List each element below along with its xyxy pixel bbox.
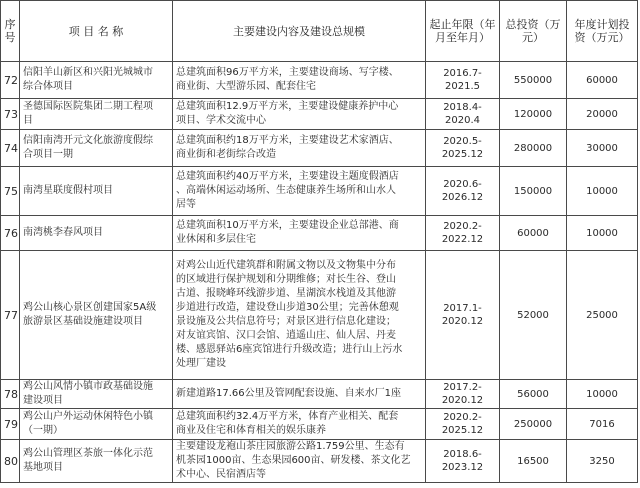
project-name-line: 鸡公山管理区茶旅一体化示范 xyxy=(23,448,153,459)
table-row xyxy=(1,380,638,409)
row-index: 80 xyxy=(1,440,20,483)
period-cell: 2018.6- 2023.12 xyxy=(426,440,500,483)
project-name-line: 综合体项目 xyxy=(23,81,73,92)
construction-content-line: 居等 xyxy=(176,199,196,210)
construction-content xyxy=(176,410,422,438)
construction-content xyxy=(176,440,422,482)
annual-investment-cell: 10000 xyxy=(567,167,638,216)
total-investment-cell: 550000 xyxy=(500,62,567,99)
construction-content-line: 业休闲和多层住宅 xyxy=(176,234,256,245)
row-index: 77 xyxy=(1,251,20,380)
construction-content-line: 术中心、民宿酒店等 xyxy=(176,469,266,480)
construction-content-line: 楼、感恩驿站6座宾馆进行升级改造；进行山上污水 xyxy=(176,344,403,355)
construction-content-line: 总建筑面积约40万平方米，主要建设主题度假酒店 xyxy=(176,171,399,182)
construction-content-line: 古道、报晓峰环线游步道、星湖滨水栈道及其他游 xyxy=(176,288,396,299)
construction-content-cell xyxy=(173,130,426,167)
annual-investment-cell: 10000 xyxy=(567,380,638,409)
table-row xyxy=(1,167,638,216)
construction-content-line: 总建筑面积96万平方米，主要建设商场、写字楼、 xyxy=(176,67,399,78)
construction-content xyxy=(176,170,422,212)
construction-content-line: 商业街、大型游乐园、配套住宅 xyxy=(176,81,316,92)
header-index: 序号 xyxy=(1,1,20,62)
project-name-line: 信阳南湾开元文化旅游度假综 xyxy=(23,135,153,146)
construction-content xyxy=(176,134,422,162)
construction-content xyxy=(176,259,422,371)
project-name-cell xyxy=(20,216,173,251)
total-investment-cell: 16500 xyxy=(500,440,567,483)
project-name-line: 鸡公山户外运动休闲特色小镇 xyxy=(23,411,153,422)
period-cell: 2018.4- 2020.4 xyxy=(426,99,500,130)
construction-content xyxy=(176,387,422,401)
construction-content-cell xyxy=(173,440,426,483)
project-name-line: 鸡公山风情小镇市政基础设施 xyxy=(23,381,153,392)
period-cell: 2020.2- 2022.12 xyxy=(426,216,500,251)
construction-content-cell xyxy=(173,409,426,440)
table-row xyxy=(1,216,638,251)
project-name xyxy=(23,447,169,475)
project-name-line: 圣德国际医院集团二期工程项 xyxy=(23,101,153,112)
project-name-line: 基地项目 xyxy=(23,462,63,473)
construction-content-line: 总建筑面积约32.4万平方米，体育产业相关、配套 xyxy=(176,411,399,422)
construction-content-line: 项目、学术交流中心 xyxy=(176,115,266,126)
project-name xyxy=(23,134,169,162)
construction-content-line: 总建筑面积10万平方米，主要建设企业总部港、商 xyxy=(176,220,399,231)
construction-content-cell xyxy=(173,251,426,380)
period-cell: 2017.1- 2020.12 xyxy=(426,251,500,380)
project-name-cell xyxy=(20,167,173,216)
construction-content-line: 总建筑面积约18万平方米，主要建设艺术家酒店、 xyxy=(176,135,399,146)
annual-investment-cell: 3250 xyxy=(567,440,638,483)
table-row xyxy=(1,251,638,380)
project-name-cell xyxy=(20,251,173,380)
project-name xyxy=(23,301,169,329)
project-name-line: 南湾星联度假村项目 xyxy=(23,185,113,196)
row-index: 76 xyxy=(1,216,20,251)
construction-content-line: 、高端休闲运动场所、生态健康养生场所和山水人 xyxy=(176,185,396,196)
project-name xyxy=(23,226,169,240)
construction-content-line: 总建筑面积12.9万平方米，主要建设健康养护中心 xyxy=(176,101,399,112)
header-project-name: 项 目 名 称 xyxy=(20,1,173,62)
header-total-investment: 总投资（万元） xyxy=(500,1,567,62)
total-investment-cell: 250000 xyxy=(500,409,567,440)
table-row xyxy=(1,130,638,167)
construction-content-line: 对鸡公山近代建筑群和附属文物以及文物集中分布 xyxy=(176,260,396,271)
construction-content-cell xyxy=(173,380,426,409)
period-cell: 2020.2- 2025.12 xyxy=(426,409,500,440)
row-index: 79 xyxy=(1,409,20,440)
annual-investment-cell: 60000 xyxy=(567,62,638,99)
project-name-cell xyxy=(20,380,173,409)
construction-content-line: 主要建设龙袍山茶庄园旅游公路1.759公里、生态有 xyxy=(176,441,405,452)
project-name-cell xyxy=(20,130,173,167)
total-investment-cell: 150000 xyxy=(500,167,567,216)
annual-investment-cell: 30000 xyxy=(567,130,638,167)
construction-content xyxy=(176,219,422,247)
project-name-line: 鸡公山核心景区创建国家5A级 xyxy=(23,302,157,313)
construction-content-cell xyxy=(173,62,426,99)
period-cell: 2017.2- 2020.12 xyxy=(426,380,500,409)
project-name xyxy=(23,380,169,408)
construction-content-line: 步道进行改造，建设登山步道30公里；完善休憩观 xyxy=(176,302,399,313)
row-index: 73 xyxy=(1,99,20,130)
table-row xyxy=(1,440,638,483)
project-name-line: 合项目一期 xyxy=(23,149,73,160)
project-name xyxy=(23,100,169,128)
construction-content-line: 的区域进行保护规划和分期维修；对长生谷、登山 xyxy=(176,274,396,285)
period-cell: 2020.5- 2025.12 xyxy=(426,130,500,167)
construction-content-line: 机茶园1000亩、生态果园600亩、研发楼、茶文化艺 xyxy=(176,455,411,466)
row-index: 72 xyxy=(1,62,20,99)
construction-content-cell xyxy=(173,99,426,130)
table-row xyxy=(1,99,638,130)
construction-content-line: 新建道路17.66公里及管网配套设施、自来水厂1座 xyxy=(176,388,401,399)
construction-content-line: 商业街和老街综合改造 xyxy=(176,149,276,160)
table-row xyxy=(1,62,638,99)
construction-content xyxy=(176,100,422,128)
project-name-line: （一期） xyxy=(23,425,63,436)
row-index: 75 xyxy=(1,167,20,216)
project-name xyxy=(23,66,169,94)
annual-investment-cell: 20000 xyxy=(567,99,638,130)
annual-investment-cell: 25000 xyxy=(567,251,638,380)
project-name-line: 建设项目 xyxy=(23,395,63,406)
project-name-cell xyxy=(20,440,173,483)
row-index: 78 xyxy=(1,380,20,409)
construction-content-line: 对友谊宾馆、汉口会馆、逍遥山庄、仙人居、丹麦 xyxy=(176,330,396,341)
project-name-line: 南湾桃李春风项目 xyxy=(23,227,103,238)
project-name-cell xyxy=(20,62,173,99)
period-cell: 2016.7- 2021.5 xyxy=(426,62,500,99)
header-period: 起止年限（年月至年月） xyxy=(426,1,500,62)
table-row xyxy=(1,409,638,440)
total-investment-cell: 56000 xyxy=(500,380,567,409)
annual-investment-cell: 7016 xyxy=(567,409,638,440)
period-cell: 2020.6- 2026.12 xyxy=(426,167,500,216)
total-investment-cell: 120000 xyxy=(500,99,567,130)
header-annual-investment: 年度计划投资（万元） xyxy=(567,1,638,62)
total-investment-cell: 280000 xyxy=(500,130,567,167)
construction-content-cell xyxy=(173,216,426,251)
annual-investment-cell: 10000 xyxy=(567,216,638,251)
project-name-cell xyxy=(20,409,173,440)
project-name-line: 目 xyxy=(23,115,33,126)
header-construction-content: 主要建设内容及建设总规模 xyxy=(173,1,426,62)
project-name-line: 旅游景区基础设施建设项目 xyxy=(23,316,143,327)
construction-content-cell xyxy=(173,167,426,216)
project-name-cell xyxy=(20,99,173,130)
project-name-line: 信阳羊山新区和兴阳光城城市 xyxy=(23,67,153,78)
total-investment-cell: 60000 xyxy=(500,216,567,251)
construction-content-line: 商业及住宅和体育相关的娱乐康养 xyxy=(176,425,326,436)
construction-content xyxy=(176,66,422,94)
total-investment-cell: 52000 xyxy=(500,251,567,380)
header-row xyxy=(1,1,638,62)
construction-content-line: 景设施及公共信息符号；对景区进行信息化建设； xyxy=(176,316,396,327)
project-name xyxy=(23,410,169,438)
project-name xyxy=(23,184,169,198)
row-index: 74 xyxy=(1,130,20,167)
construction-content-line: 处理厂建设 xyxy=(176,358,226,369)
